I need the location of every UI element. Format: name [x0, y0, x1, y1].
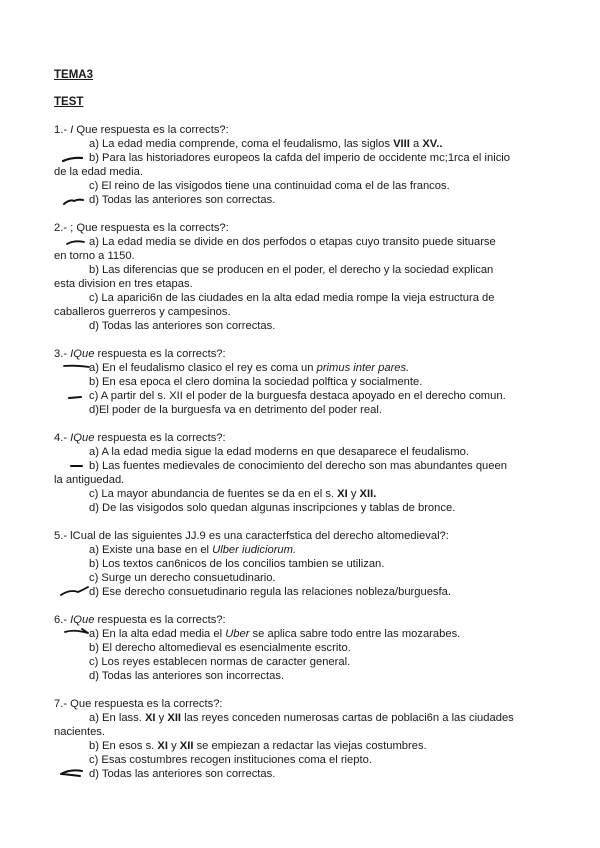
answer-line: en torno a 1150.: [54, 250, 135, 262]
question-text: Que respuesta es la corrects?:: [73, 124, 229, 136]
answer-line: c) Los reyes establecen normas de caracter general.: [89, 656, 351, 668]
question-number: 1.-: [54, 124, 71, 136]
question-prefix: I: [70, 124, 74, 136]
answer-line: a) A la edad media sigue la edad moderns en que desaparece el feudalismo.: [89, 446, 470, 458]
answer-line: d)El poder de la burguesfa va en detrimento del poder real.: [89, 404, 382, 416]
answer-line: d) Todas las anteriores son correctas.: [89, 194, 276, 206]
question-3: 3.- IQue respuesta es la corrects?:: [54, 348, 226, 360]
answer-line: d) Todas las anteriores son correctas.: [89, 320, 276, 332]
question-7: 7.- Que respuesta es la corrects?:: [54, 698, 223, 710]
question-6: 6.- IQue respuesta es la corrects?:: [54, 614, 226, 626]
answer-line: c) Esas costumbres recogen instituciones coma el riepto.: [89, 754, 372, 766]
pen-mark-icon: [62, 155, 84, 165]
answer-line: d) De las visigodos solo quedan algunas inscripciones y tablas de bronce.: [89, 502, 456, 514]
question-4: 4.- IQue respuesta es la corrects?:: [54, 432, 226, 444]
answer-line: c) Surge un derecho consuetudinario.: [89, 572, 276, 584]
answer-line: b) En esos s. XI y XII se empiezan a redactar las viejas costumbres.: [89, 740, 427, 752]
pen-mark-icon: [60, 584, 90, 598]
answer-line: a) En el feudalismo clasico el rey es coma un primus inter pares.: [89, 362, 410, 374]
answer-line: a) En lass. XI y XII las reyes conceden numerosas cartas de poblaci6n a las ciudades: [89, 712, 514, 724]
pen-mark-icon: [66, 237, 86, 247]
document-title: TEMA3: [54, 69, 93, 81]
answer-line: b) Las fuentes medievales de conocimiento del derecho son mas abundantes queen: [89, 460, 507, 472]
answer-line: b) Los textos can6nicos de los concilios tambien se utilizan.: [89, 558, 385, 570]
answer-line: esta division en tres etapas.: [54, 278, 193, 290]
answer-line: b) Para las historiadores europeos la cafda del imperio de occidente mc;1rca el inicio: [89, 152, 510, 164]
document-subtitle: TEST: [54, 96, 84, 108]
pen-mark-icon: [63, 362, 91, 372]
answer-line: b) Las diferencias que se producen en el poder, el derecho y la sociedad explican: [89, 264, 494, 276]
pen-mark-icon: [68, 392, 84, 402]
pen-mark-icon: [64, 626, 90, 638]
question-2: 2.- ; Que respuesta es la corrects?:: [54, 222, 229, 234]
pen-mark-icon: [70, 461, 84, 471]
answer-line: de la edad media.: [54, 166, 143, 178]
answer-line: a) Existe una base en el Ulber iudiciorum.: [89, 544, 297, 556]
pen-mark-icon: [60, 766, 84, 778]
pen-mark-icon: [62, 195, 84, 207]
answer-line: b) El derecho altomedieval es esencialmente escrito.: [89, 642, 351, 654]
question-5: 5.- lCual de las siguientes JJ.9 es una caracterfstica del derecho altomedieval?:: [54, 530, 449, 542]
answer-line: a) En la alta edad media el Uber se aplica sabre todo entre las mozarabes.: [89, 628, 461, 640]
answer-line: nacientes.: [54, 726, 105, 738]
answer-line: la antiguedad.: [54, 474, 125, 486]
question-1: [54, 124, 229, 137]
answer-line: a) La edad media comprende, coma el feudalismo, las siglos VIII a XV..: [89, 138, 443, 150]
answer-line: c) A partir del s. XII el poder de la burguesfa destaca apoyado en el derecho comun.: [89, 390, 506, 402]
answer-line: c) El reino de las visigodos tiene una continuidad coma el de las francos.: [89, 180, 450, 192]
answer-line: caballeros guerreros y campesinos.: [54, 306, 231, 318]
answer-line: d) Ese derecho consuetudinario regula las relaciones nobleza/burguesfa.: [89, 586, 451, 598]
answer-line: c) La aparici6n de las ciudades en la alta edad media rompe la vieja estructura de: [89, 292, 495, 304]
answer-line: a) La edad media se divide en dos perfodos o etapas cuyo transito puede situarse: [89, 236, 496, 248]
answer-line: d) Todas las anteriores son correctas.: [89, 768, 276, 780]
answer-line: b) En esa epoca el clero domina la sociedad polftica y socialmente.: [89, 376, 423, 388]
answer-line: d) Todas las anteriores son incorrectas.: [89, 670, 285, 682]
answer-line: c) La mayor abundancia de fuentes se da en el s. XI y XII.: [89, 488, 377, 500]
